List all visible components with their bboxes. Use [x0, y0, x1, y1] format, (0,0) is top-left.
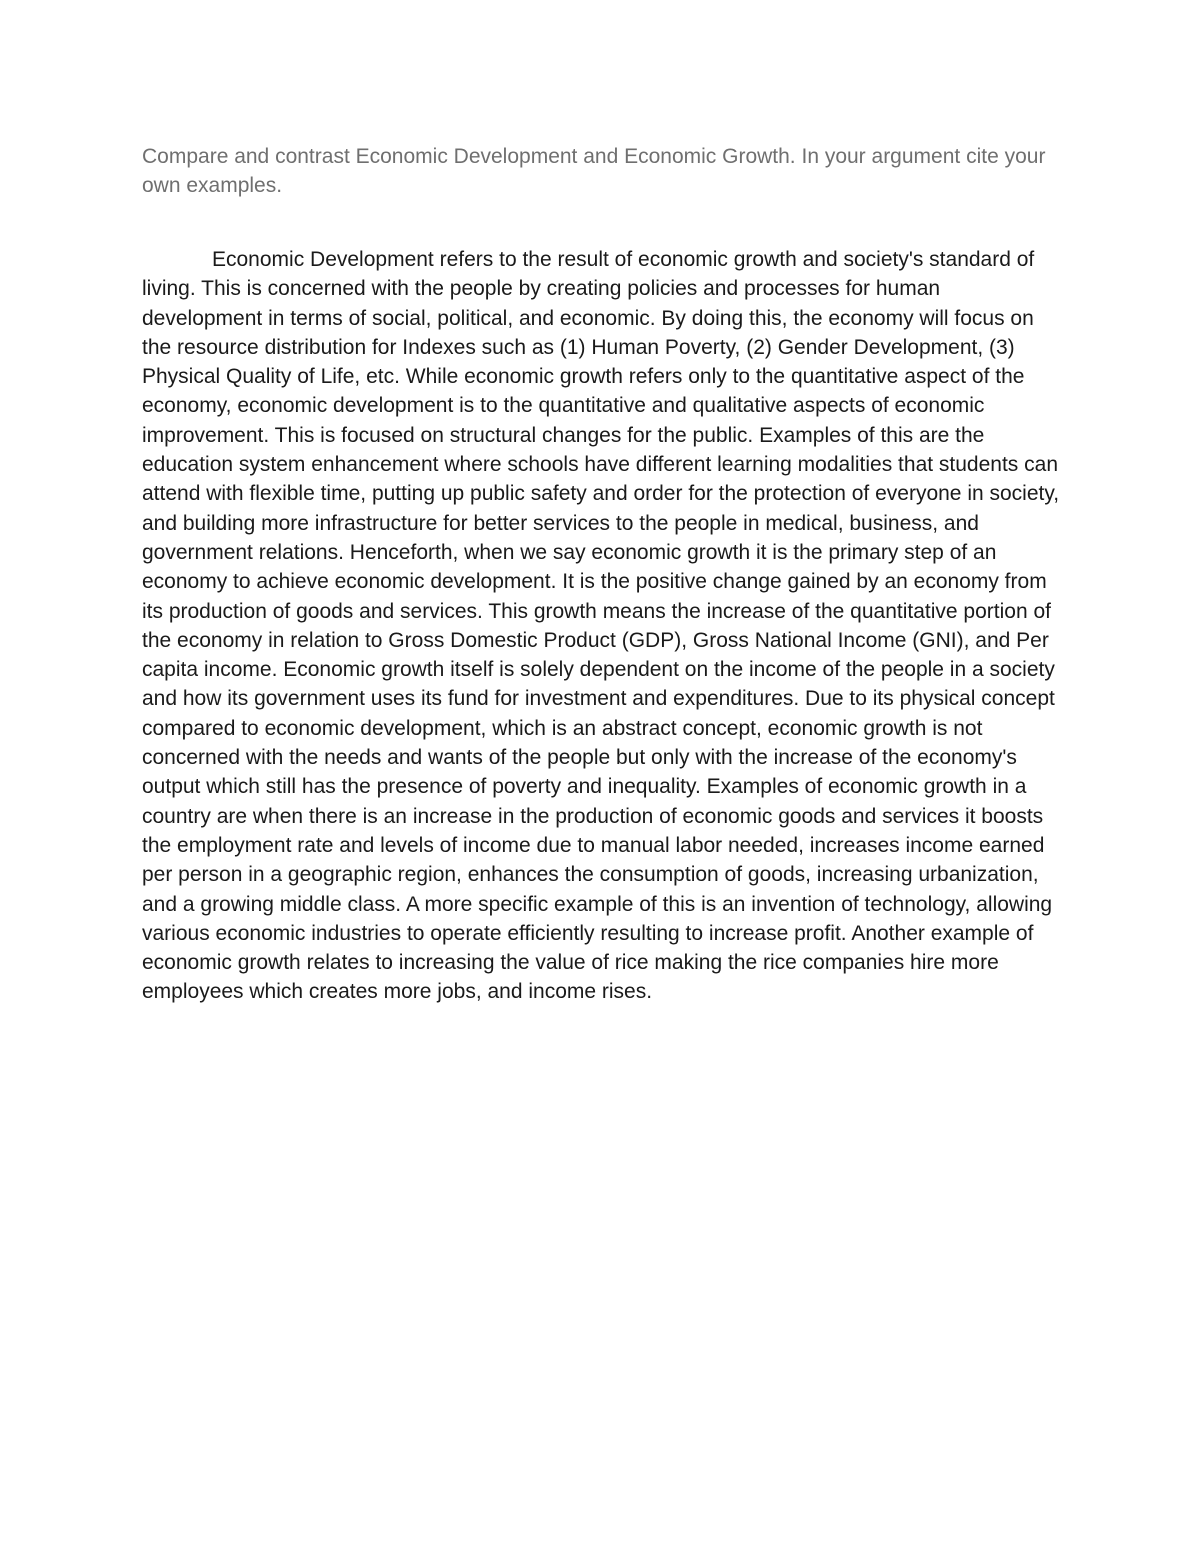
essay-prompt: Compare and contrast Economic Development and Economic Growth. In your argument cite your own examples.: [142, 145, 1046, 197]
essay-body: Economic Development refers to the result of economic growth and society's standard of living. This is concerned with the people by creating policies and processes for human development in terms of social, political, and economic. By doing this, the economy will focus on the resource distribution for Indexes such as (1) Human Poverty, (2) Gender Development, (3) Physical Quality of Life, etc. While economic growth refers only to the quantitative aspect of the economy, economic development is to the quantitative and qualitative aspects of economic improvement. This is focused on structural changes for the public. Examples of this are the education system enhancement where schools have different learning modalities that students can attend with flexible time, putting up public safety and order for the protection of everyone in society, and building more infrastructure for better services to the people in medical, business, and government relations. Henceforth, when we say economic growth it is the primary step of an economy to achieve economic development. It is the positive change gained by an economy from its production of goods and services. This growth means the increase of the quantitative portion of the economy in relation to Gross Domestic Product (GDP), Gross National Income (GNI), and Per capita income. Economic growth itself is solely dependent on the income of the people in a society and how its government uses its fund for investment and expenditures. Due to its physical concept compared to economic development, which is an abstract concept, economic growth is not concerned with the needs and wants of the people but only with the increase of the economy's output which still has the presence of poverty and inequality. Examples of economic growth in a country are when there is an increase in the production of economic goods and services it boosts the employment rate and levels of income due to manual labor needed, increases income earned per person in a geographic region, enhances the consumption of goods, increasing urbanization, and a growing middle class. A more specific example of this is an invention of technology, allowing various economic industries to operate efficiently resulting to increase profit. Another example of economic growth relates to increasing the value of rice making the rice companies hire more employees which creates more jobs, and income rises.: [142, 248, 1060, 1004]
